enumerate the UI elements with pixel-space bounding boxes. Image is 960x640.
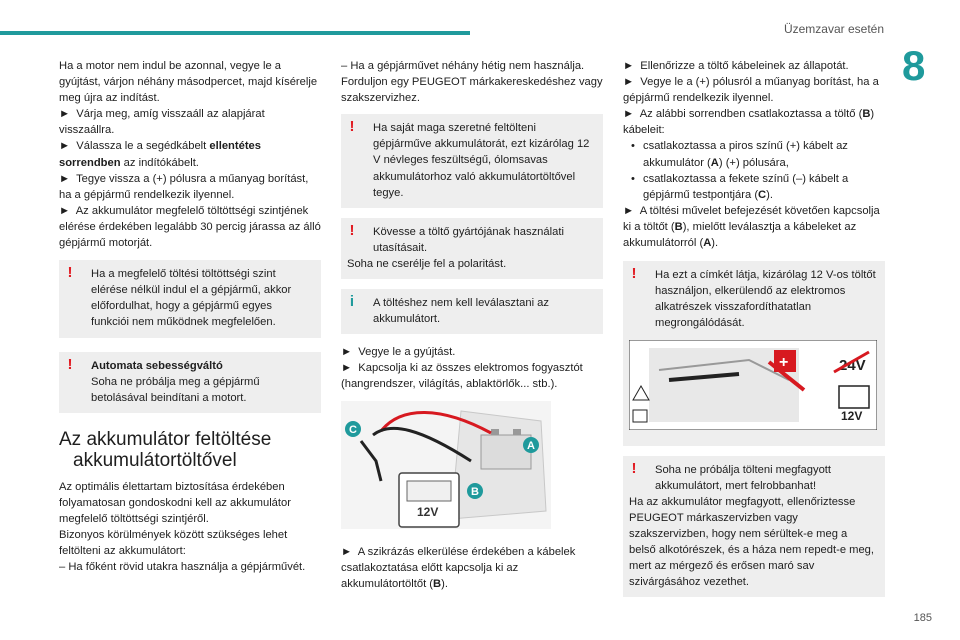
arrow-icon: ►: [59, 172, 71, 185]
arrow-icon: ►: [623, 204, 635, 217]
step: ► Ellenőrizze a töltő kábeleinek az állapotát.: [623, 60, 849, 72]
paragraph: – Ha főként rövid utakra használja a gépjárművét.: [59, 561, 306, 574]
warning-icon: !: [67, 355, 73, 373]
info-box: [341, 289, 603, 334]
warning-text: Soha ne próbálja tölteni megfagyott akkumulátort, mert felrobbanhat!: [655, 463, 832, 492]
list-item: • csatlakoztassa a fekete színű (–) kábelt a gépjármű testpontjára (C).: [631, 172, 849, 201]
arrow-icon: ►: [59, 108, 71, 121]
paragraph: Ha a motor nem indul be azonnal, vegye le a gyújtást, várjon néhány másodpercet, majd kísérelje meg újra az indítást.: [59, 60, 318, 105]
step: ► Válassza le a segédkábelt ellentétes sorrendben az indítókábelt.: [59, 140, 262, 169]
arrow-icon: ►: [623, 76, 635, 89]
charger-voltage-label: 12V: [417, 504, 439, 519]
page-number: 185: [913, 612, 932, 624]
header-accent-bar: [0, 31, 470, 35]
warning-title: Automata sebességváltó: [91, 359, 223, 372]
label-24v: 24V: [839, 356, 866, 374]
warning-icon: !: [631, 265, 637, 283]
arrow-icon: ►: [59, 204, 71, 217]
chapter-number: 8: [902, 42, 926, 89]
warning-text: Ha saját maga szeretné feltölteni gépjárműve akkumulátorát, ezt kizárólag 12 V névleges feszültségű, ólomsavas akkumulátorhoz való akkumulátortöltővel tegye.: [373, 122, 590, 199]
warning-box: [341, 218, 603, 279]
chapter-title: Üzemzavar esetén: [783, 22, 884, 36]
charger-illustration: [341, 401, 603, 534]
warning-text: Ha ezt a címkét látja, kizárólag 12 V-os töltőt használjon, elkerülendő az elektromos alkatrészek visszafordíthatatlan megrongálódását.: [655, 269, 876, 330]
warning-box: [59, 260, 321, 337]
list-item: • csatlakoztassa a piros színű (+) kábelt az akkumulátor (A) (+) pólusára,: [631, 140, 848, 169]
warning-text: Soha ne próbálja meg a gépjármű betolásával beindítani a motort.: [91, 375, 260, 404]
warning-box: [623, 456, 885, 598]
column-2: [341, 58, 603, 592]
step: ► Vegye le a gyújtást.: [341, 346, 456, 359]
warning-text: Ha az akkumulátor megfagyott, ellenőriztesse PEUGEOT márkaszervizben vagy szakszervizben, hogy nem sérültek-e meg a belső alkotórészek, és a háza nem repedt-e meg, mert az mérgező és erősen maró sav szivárgásához vezethet.: [629, 495, 875, 589]
warning-box: [59, 352, 321, 413]
column-1: [59, 58, 321, 575]
warning-icon: !: [631, 459, 637, 477]
label-a: A: [527, 439, 535, 452]
arrow-icon: ►: [623, 60, 635, 72]
label-c: C: [349, 423, 357, 436]
voltage-label-illustration: [629, 340, 877, 435]
bullet-icon: •: [631, 172, 635, 185]
section-heading: Az akkumulátor feltöltése akkumulátortöltővel: [59, 428, 272, 471]
warning-box: [341, 114, 603, 207]
paragraph: Forduljon egy PEUGEOT márkakereskedéshez vagy szakszervizhez.: [341, 76, 603, 105]
step: ► Kapcsolja ki az összes elektromos fogyasztót (hangrendszer, világítás, ablaktörlők... stb.).: [341, 362, 583, 391]
warning-icon: !: [349, 118, 355, 136]
svg-text:+: +: [779, 353, 789, 371]
arrow-icon: ►: [623, 108, 635, 121]
warning-icon: !: [349, 221, 355, 239]
bullet-icon: •: [631, 140, 635, 153]
info-icon: i: [349, 293, 355, 311]
column-3: [623, 58, 885, 607]
warning-text: Soha ne cserélje fel a polaritást.: [347, 257, 507, 270]
step: ► Vegye le a (+) pólusról a műanyag borítást, ha a gépjármű rendelkezik ilyennel.: [623, 76, 879, 105]
arrow-icon: ►: [341, 362, 353, 375]
charger-diagram: [341, 401, 551, 529]
paragraph: Bizonyos körülmények között szükséges lehet feltölteni az akkumulátort:: [59, 529, 288, 558]
battery-icon: [839, 386, 869, 408]
battery-shape: [481, 435, 531, 469]
warning-icon: !: [67, 264, 73, 282]
label-12v: 12V: [841, 408, 863, 423]
warning-box: [623, 261, 885, 445]
warning-text: Kövesse a töltő gyártójának használati utasításait.: [373, 225, 564, 254]
arrow-icon: ►: [341, 545, 353, 558]
warning-text: Ha a megfelelő töltési töltöttségi szint elérése nélkül indul el a gépjármű, akkor előfordulhat, hogy a gépjármű egyes funkciói nem működnek megfelelően.: [91, 268, 292, 329]
step: ► Az alábbi sorrendben csatlakoztassa a töltő (B) kábeleit:: [623, 108, 875, 137]
info-text: A töltéshez nem kell leválasztani az akkumulátort.: [373, 297, 549, 326]
step: ► A töltési művelet befejezését követően kapcsolja ki a töltőt (B), mielőtt leválasztja a kábeleket az akkumulátorról (A).: [623, 204, 880, 250]
label-b: B: [471, 485, 479, 498]
arrow-icon: ►: [59, 140, 71, 153]
step: ► Tegye vissza a (+) pólusra a műanyag borítást, ha a gépjármű rendelkezik ilyennel.: [59, 172, 309, 201]
paragraph: – Ha a gépjárművet néhány hétig nem használja.: [341, 60, 585, 72]
paragraph: Az optimális élettartam biztosítása érdekében folyamatosan gondoskodni kell az akkumulátor megfelelő töltöttségi szintjéről.: [59, 480, 291, 525]
voltage-label-diagram: [629, 340, 877, 430]
step: ► Az akkumulátor megfelelő töltöttségi szintjének elérése érdekében legalább 30 percig járassa az álló gépjármű motorját.: [59, 204, 321, 250]
step: ► A szikrázás elkerülése érdekében a kábelek csatlakoztatása előtt kapcsolja ki az akkumulátortöltőt (B).: [341, 545, 576, 590]
arrow-icon: ►: [341, 346, 353, 359]
step: ► Várja meg, amíg visszaáll az alapjárat visszaállra.: [59, 108, 265, 137]
